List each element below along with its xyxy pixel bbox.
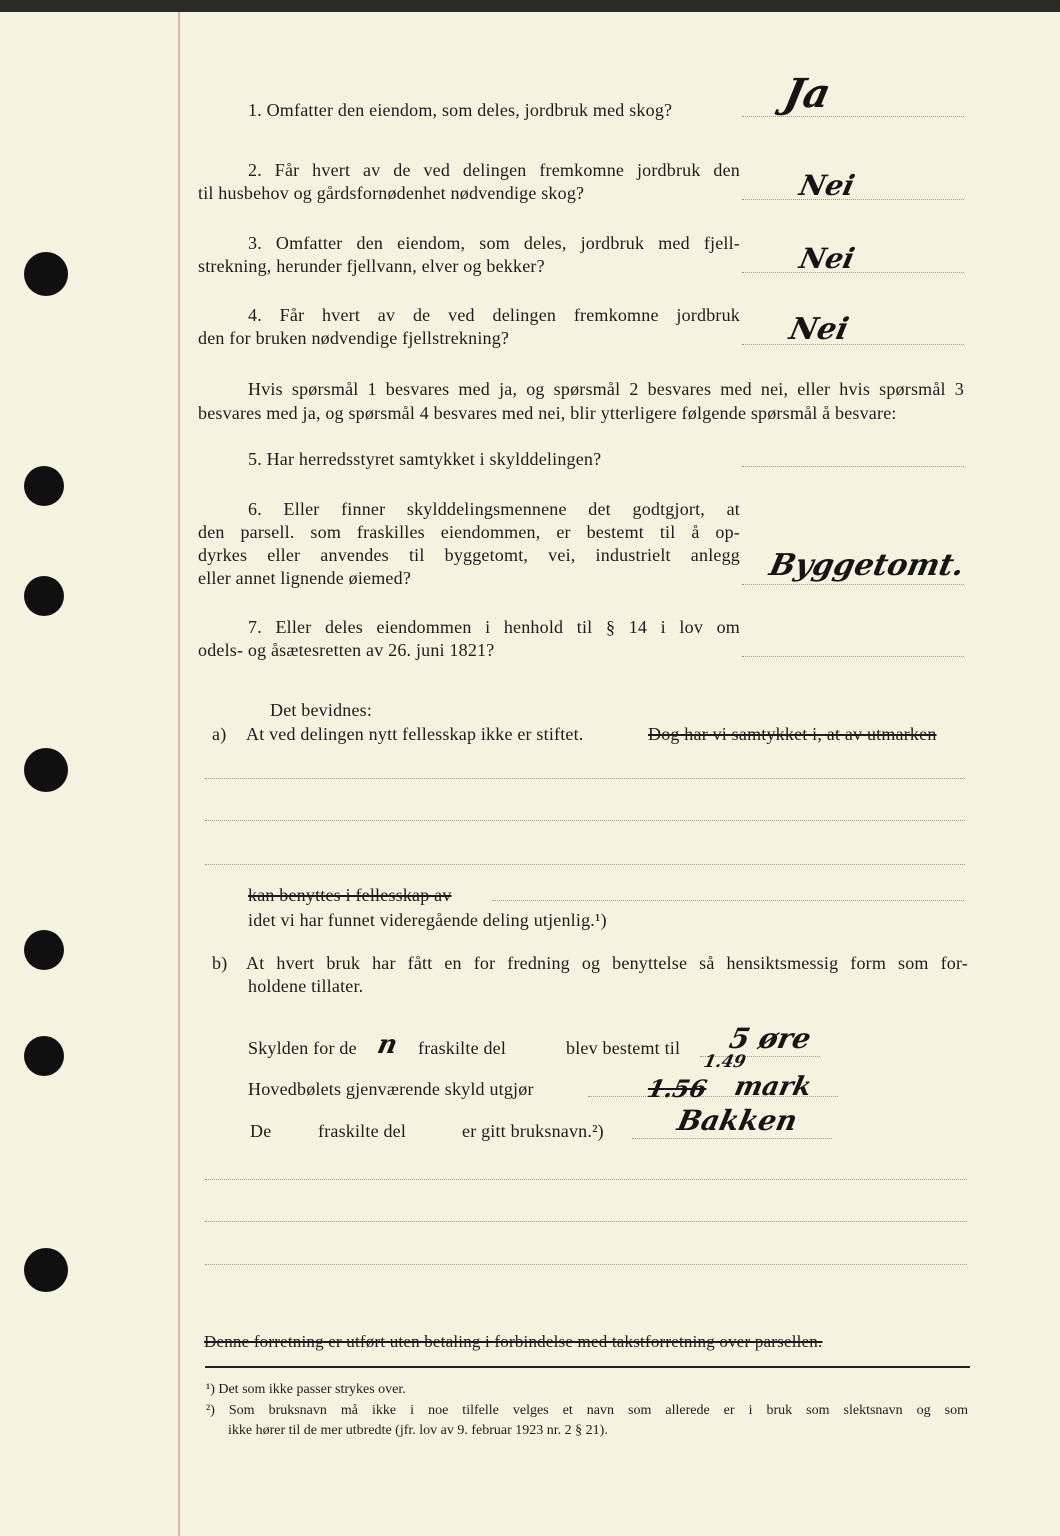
answer-line <box>742 656 964 657</box>
question-1: 1. Omfatter den eiendom, som deles, jordbruk med skog? <box>248 100 673 120</box>
skyld-line-1-b: fraskilte del <box>418 1038 507 1058</box>
certify-b-line-2: holdene tillater. <box>248 976 364 996</box>
certify-a-text: At ved delingen nytt fellesskap ikke er stiftet. <box>246 724 584 744</box>
skyld-answer-2-struck: 1.56 <box>644 1074 710 1103</box>
blank-line <box>205 1264 967 1265</box>
condition-line-2: besvares med ja, og spørsmål 4 besvares med nei, blir ytterligere følgende spørsmål å besvare: <box>198 403 897 423</box>
skyld-line-1-c: blev bestemt til <box>566 1038 681 1058</box>
skyld-line-3-b: fraskilte del <box>318 1121 407 1141</box>
binder-hole <box>24 1036 64 1076</box>
blank-line <box>205 864 965 865</box>
blank-line <box>205 778 965 779</box>
answer-line <box>742 116 964 117</box>
footnote-1: ¹) Det som ikke passer strykes over. <box>206 1382 406 1397</box>
certify-a-struck-2: kan benyttes i fellesskap av <box>248 885 452 905</box>
skyld-answer-2-new: 1.49 <box>701 1052 748 1072</box>
skyld-answer-1-handwritten: 5 øre <box>726 1022 814 1055</box>
footnote-2-line-1: ²) Som bruksnavn må ikke i noe tilfelle velges et navn som allerede er i bruk som slektsnavn og som <box>206 1403 968 1418</box>
blank-line <box>492 900 964 901</box>
answer-1-handwritten: Ja <box>780 70 835 117</box>
answer-line <box>742 466 964 467</box>
answer-6-handwritten: Byggetomt. <box>766 548 968 583</box>
answer-line <box>742 344 964 345</box>
answer-4-handwritten: Nei <box>786 312 852 347</box>
question-6-line-2: den parsell. som fraskilles eiendommen, er bestemt til å op- <box>198 522 740 542</box>
answer-2-handwritten: Nei <box>796 169 858 202</box>
blank-line <box>205 1179 967 1180</box>
answer-3-handwritten: Nei <box>796 242 858 275</box>
certify-a-label: a) <box>212 724 227 744</box>
certify-b-line-1: At hvert bruk har fått en for fredning og benyttelse så hensiktsmessig form som for- <box>246 953 968 973</box>
binder-hole <box>24 1248 68 1292</box>
binder-hole <box>24 748 68 792</box>
certify-b-label: b) <box>212 953 228 973</box>
skyld-line-2: Hovedbølets gjenværende skyld utgjør <box>248 1079 534 1099</box>
question-4-line-1: 4. Får hvert av de ved delingen fremkomne jordbruk <box>248 305 740 325</box>
binder-hole <box>24 576 64 616</box>
binder-hole <box>24 930 64 970</box>
skyld-answer-2-handwritten: mark <box>731 1072 815 1102</box>
skyld-answer-3-handwritten: Bakken <box>674 1104 801 1137</box>
skyld-line-1-handwritten: n <box>374 1030 401 1060</box>
question-6-line-4: eller annet lignende øiemed? <box>198 568 412 588</box>
question-2-line-1: 2. Får hvert av de ved delingen fremkomne jordbruk den <box>248 160 740 180</box>
document-page <box>0 12 1060 1536</box>
certify-a-continuation: idet vi har funnet videregående deling utjenlig.¹) <box>248 910 607 930</box>
certify-a-struck: Dog har vi samtykket i, at av utmarken <box>648 724 937 744</box>
question-3-line-1: 3. Omfatter den eiendom, som deles, jordbruk med fjell- <box>248 233 740 253</box>
margin-line <box>178 12 180 1536</box>
answer-line <box>742 584 964 585</box>
answer-line <box>632 1138 832 1139</box>
blank-line <box>205 1221 967 1222</box>
skyld-line-3-a: De <box>250 1121 272 1141</box>
question-4-line-2: den for bruken nødvendige fjellstrekning? <box>198 328 510 348</box>
answer-line <box>742 272 964 273</box>
footnote-2-line-2: ikke hører til de mer utbredte (jfr. lov av 9. februar 1923 nr. 2 § 21). <box>228 1423 608 1438</box>
skyld-line-3-c: er gitt bruksnavn.²) <box>462 1121 604 1141</box>
binder-hole <box>24 252 68 296</box>
question-3-line-2: strekning, herunder fjellvann, elver og bekker? <box>198 256 545 276</box>
skyld-line-1-a: Skylden for de <box>248 1038 357 1058</box>
certify-heading: Det bevidnes: <box>270 700 373 720</box>
struck-note: Denne forretning er utført uten betaling i forbindelse med takstforretning over parsellen. <box>204 1332 823 1351</box>
question-7-line-2: odels- og åsætesretten av 26. juni 1821? <box>198 640 495 660</box>
question-2-line-2: til husbehov og gårdsfornødenhet nødvendige skog? <box>198 183 585 203</box>
question-6-line-3: dyrkes eller anvendes til byggetomt, vei, industrielt anlegg <box>198 545 740 565</box>
blank-line <box>205 820 965 821</box>
question-6-line-1: 6. Eller finner skylddelingsmennene det godtgjort, at <box>248 499 740 519</box>
question-5: 5. Har herredsstyret samtykket i skylddelingen? <box>248 449 602 469</box>
binder-hole <box>24 466 64 506</box>
condition-line-1: Hvis spørsmål 1 besvares med ja, og spørsmål 2 besvares med nei, eller hvis spørsmål 3 <box>248 379 964 399</box>
footnote-rule <box>205 1366 970 1368</box>
question-7-line-1: 7. Eller deles eiendommen i henhold til § 14 i lov om <box>248 617 740 637</box>
answer-line <box>742 199 964 200</box>
